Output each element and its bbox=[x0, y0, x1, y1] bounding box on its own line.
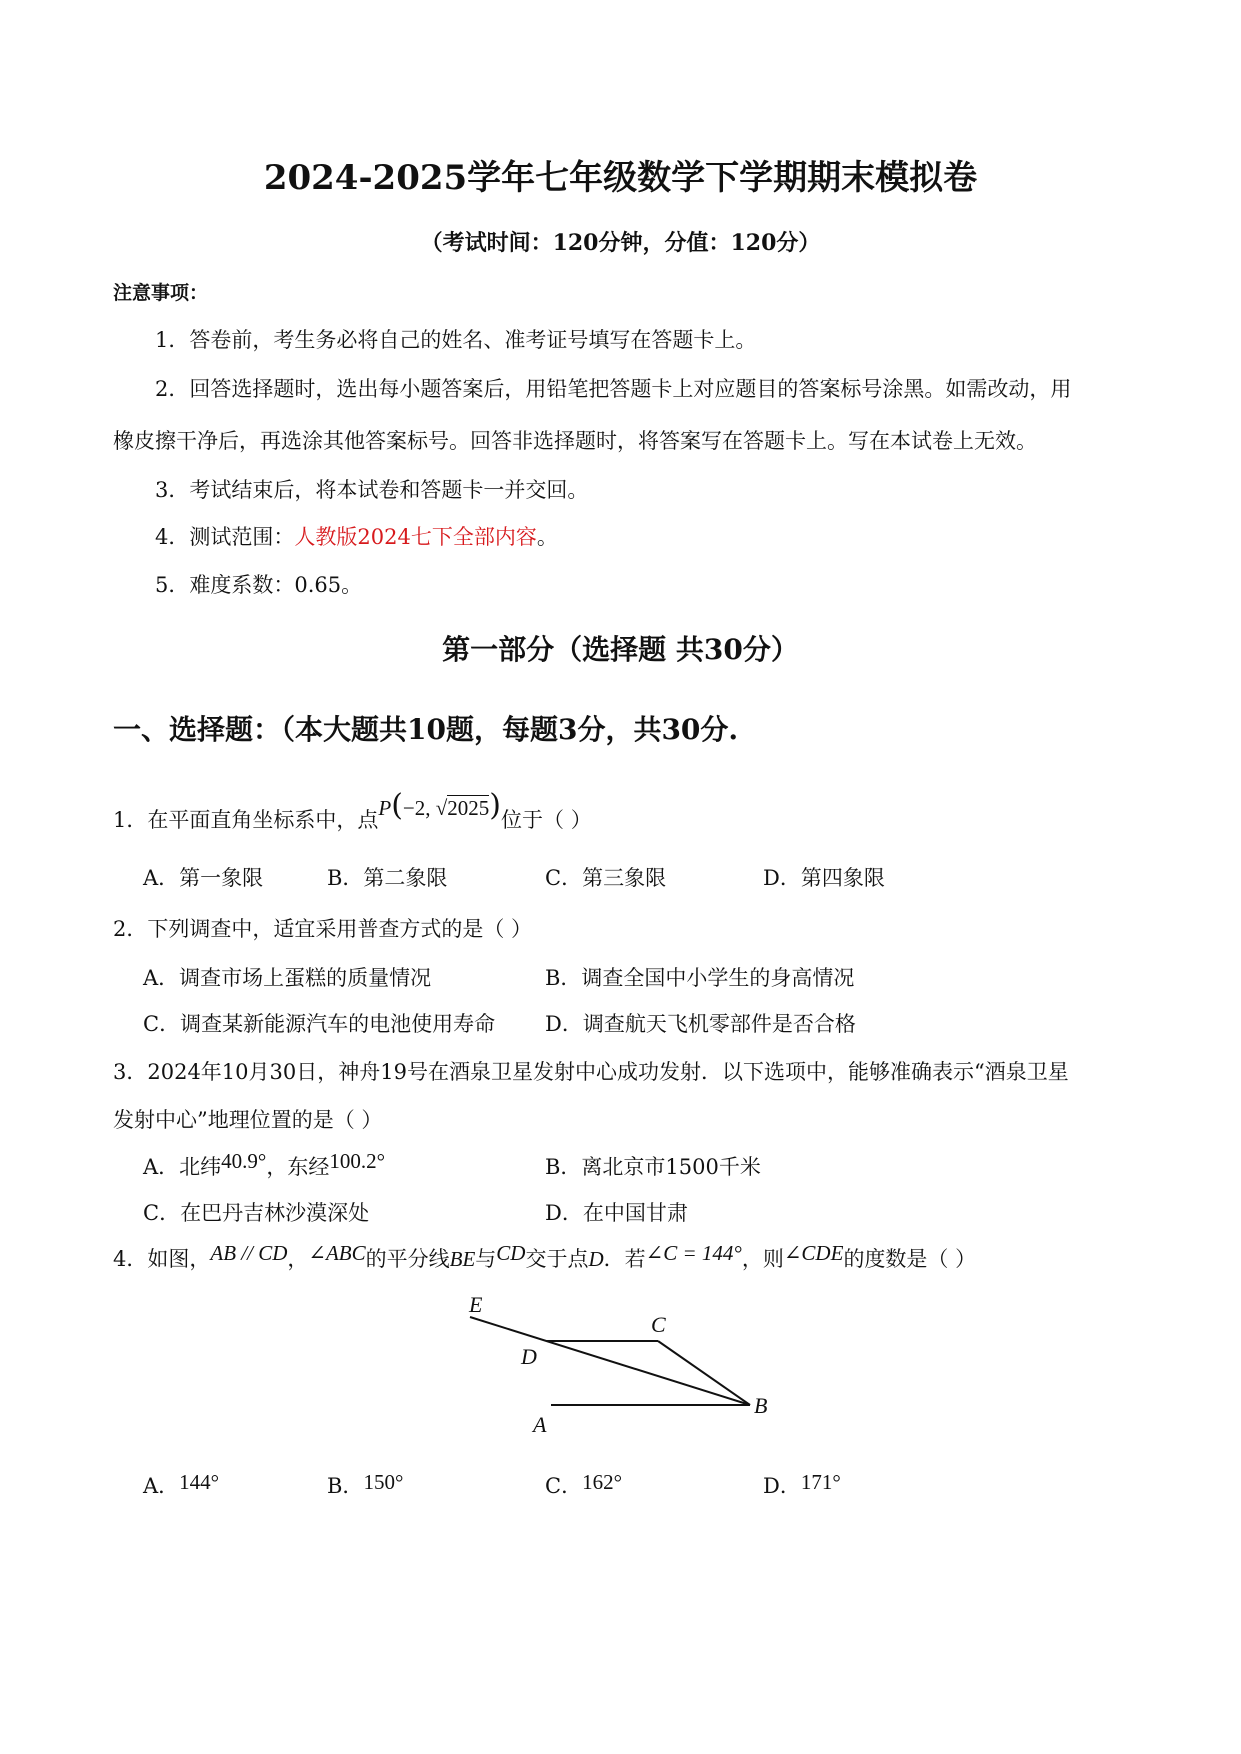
point-label: P bbox=[378, 796, 392, 820]
label-b: B bbox=[754, 1393, 768, 1418]
q4-text-7: ，则 bbox=[741, 1247, 784, 1271]
q4-point-d: D bbox=[588, 1247, 604, 1271]
q4-text-8: 的度数是（ ） bbox=[843, 1247, 977, 1271]
q1-option-b: B．第二象限 bbox=[327, 866, 448, 890]
q4-option-b bbox=[327, 1470, 403, 1500]
q4-line-cd: CD bbox=[496, 1241, 526, 1265]
radicand: 2025 bbox=[447, 796, 490, 820]
q3-option-c: C．在巴丹吉林沙漠深处 bbox=[143, 1201, 370, 1225]
longitude-value: 100.2° bbox=[329, 1149, 385, 1173]
q2-option-b: B．调查全国中小学生的身高情况 bbox=[545, 966, 855, 990]
question-1 bbox=[113, 788, 592, 835]
q4-option-b-value: 150° bbox=[363, 1470, 404, 1494]
q4-option-d bbox=[763, 1470, 841, 1500]
line-eb bbox=[470, 1317, 750, 1405]
q3-option-b: B．离北京市1500千米 bbox=[545, 1155, 761, 1179]
q3-option-d: D．在中国甘肃 bbox=[545, 1201, 688, 1225]
q3-option-a-text-1: A．北纬 bbox=[143, 1155, 222, 1179]
q4-text-5: 交于点 bbox=[525, 1247, 589, 1271]
point-coordinates: −2, bbox=[402, 796, 436, 820]
q4-parallel-expr: AB // CD bbox=[210, 1241, 288, 1265]
question-4 bbox=[113, 1243, 976, 1273]
segment-cb bbox=[658, 1341, 750, 1405]
label-e: E bbox=[469, 1292, 483, 1317]
q4-angle-c-value: ∠C = 144° bbox=[645, 1241, 742, 1265]
notice-heading: 注意事项： bbox=[113, 282, 209, 304]
q4-text-3: 的平分线 bbox=[365, 1247, 450, 1271]
part-title: 第一部分（选择题 共30分） bbox=[442, 633, 799, 666]
section-title: 一、选择题：（本大题共10题，每题3分，共30分. bbox=[113, 713, 739, 746]
q4-line-be: BE bbox=[449, 1247, 476, 1271]
q4-option-c-letter: C． bbox=[545, 1474, 583, 1498]
q1-option-a: A．第一象限 bbox=[143, 866, 264, 890]
q4-option-d-letter: D． bbox=[763, 1474, 801, 1498]
q4-option-d-value: 171° bbox=[800, 1470, 841, 1494]
question-1-prefix: 1．在平面直角坐标系中，点 bbox=[113, 808, 379, 832]
notice-item-3: 3．考试结束后，将本试卷和答题卡一并交回。 bbox=[155, 478, 589, 502]
q4-angle-cde: ∠CDE bbox=[783, 1241, 844, 1265]
q4-angle-abc: ∠ABC bbox=[308, 1241, 366, 1265]
q4-option-a bbox=[143, 1470, 219, 1500]
notice-item-2: 2．回答选择题时，选出每小题答案后，用铅笔把答题卡上对应题目的答案标号涂黑。如需改动，用 bbox=[155, 377, 1072, 401]
notice-item-2-continued: 橡皮擦干净后，再选涂其他答案标号。回答非选择题时，将答案写在答题卡上。写在本试卷上无效。 bbox=[113, 429, 1037, 453]
notice-item-4-prefix: 4．测试范围： bbox=[155, 525, 295, 549]
notice-item-4-suffix: 。 bbox=[536, 525, 558, 549]
label-a: A bbox=[533, 1412, 547, 1437]
q4-option-b-letter: B． bbox=[327, 1474, 364, 1498]
q1-option-c: C．第三象限 bbox=[545, 866, 667, 890]
test-scope: 人教版2024七下全部内容 bbox=[294, 525, 537, 549]
notice-item-1: 1．答卷前，考生务必将自己的姓名、准考证号填写在答题卡上。 bbox=[155, 328, 757, 352]
point-expression: P(−2, √2025) bbox=[378, 788, 502, 823]
notice-item-4 bbox=[155, 521, 558, 551]
q4-option-c-value: 162° bbox=[582, 1470, 622, 1494]
q4-option-c bbox=[545, 1470, 622, 1500]
q2-option-a: A．调查市场上蛋糕的质量情况 bbox=[143, 966, 432, 990]
latitude-value: 40.9° bbox=[221, 1149, 267, 1173]
question-2: 2．下列调查中，适宜采用普查方式的是（ ） bbox=[113, 917, 533, 941]
q4-text-2: ， bbox=[287, 1247, 309, 1271]
notice-item-5: 5．难度系数：0.65。 bbox=[155, 573, 363, 597]
question-1-suffix: 位于（ ） bbox=[501, 808, 592, 832]
exam-subtitle: （考试时间：120分钟，分值：120分） bbox=[420, 230, 821, 256]
question-3-line-1: 3．2024年10月30日，神舟19号在酒泉卫星发射中心成功发射．以下选项中，能够准确表示“酒泉卫星 bbox=[113, 1060, 1069, 1084]
q2-option-c: C．调查某新能源汽车的电池使用寿命 bbox=[143, 1012, 496, 1036]
question-3-line-2: 发射中心”地理位置的是（ ） bbox=[113, 1108, 383, 1132]
q4-text-1: 4．如图， bbox=[113, 1247, 211, 1271]
q4-text-4: 与 bbox=[475, 1247, 497, 1271]
q4-option-a-letter: A． bbox=[143, 1474, 180, 1498]
q1-option-d: D．第四象限 bbox=[763, 866, 885, 890]
q3-option-a-text-2: ，东经 bbox=[266, 1155, 330, 1179]
label-c: C bbox=[651, 1312, 666, 1337]
q2-option-d: D．调查航天飞机零部件是否合格 bbox=[545, 1012, 856, 1036]
q3-option-a bbox=[143, 1151, 385, 1181]
q4-geometry-figure bbox=[455, 1280, 795, 1450]
q4-option-a-value: 144° bbox=[179, 1470, 220, 1494]
exam-title: 2024-2025学年七年级数学下学期期末模拟卷 bbox=[263, 158, 978, 198]
q4-text-6: ．若 bbox=[603, 1247, 646, 1271]
label-d: D bbox=[521, 1344, 537, 1369]
